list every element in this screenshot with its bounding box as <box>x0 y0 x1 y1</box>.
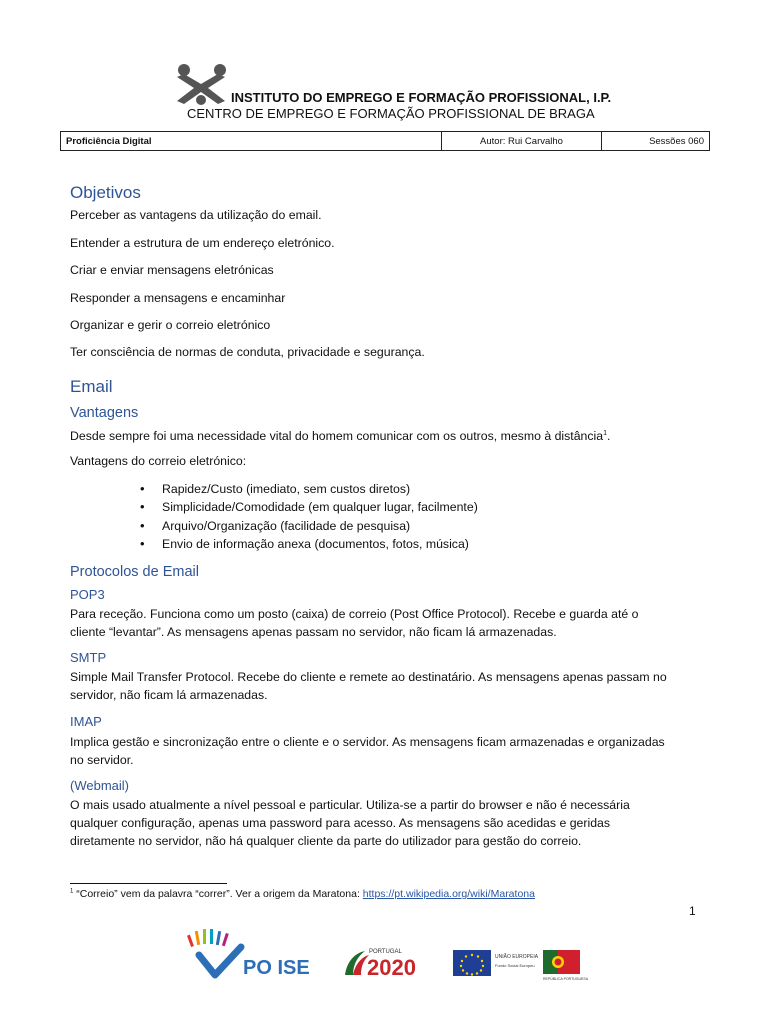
heading-protocolos: Protocolos de Email <box>70 564 199 580</box>
webmail-line2: qualquer configuração, apenas uma password para acesso. As mensagens são acedidas e geridas <box>70 816 611 830</box>
eu-flag <box>453 950 539 976</box>
poise-text: PO ISE <box>243 957 310 979</box>
footnote <box>70 888 535 900</box>
header-info-table <box>60 131 710 151</box>
webmail-line3: diretamente no servidor, não há qualquer cliente da parte do utilizador para gestão do correio. <box>70 834 582 848</box>
pop3-line2: cliente “levantar”. As mensagens apenas passam no servidor, não ficam lá armazenadas. <box>70 625 557 639</box>
footnote-link[interactable]: https://pt.wikipedia.org/wiki/Maratona <box>362 888 535 900</box>
footnote-mark: 1 <box>70 888 74 895</box>
objective-item: Responder a mensagens e encaminhar <box>70 291 286 305</box>
footnote-text: “Correio” vem da palavra “correr”. Ver a origem da Maratona: <box>73 888 363 900</box>
iefp-logo <box>172 60 230 106</box>
author: Autor: Rui Carvalho <box>442 132 602 150</box>
course-name: Proficiência Digital <box>61 132 442 150</box>
objective-item: Entender a estrutura de um endereço eletrónico. <box>70 236 335 250</box>
objective-item: Criar e enviar mensagens eletrónicas <box>70 263 274 277</box>
list-item: • Simplicidade/Comodidade (em qualquer lugar, facilmente) <box>140 498 700 516</box>
eu-label: UNIÃO EUROPEIA <box>495 954 539 960</box>
smtp-line1: Simple Mail Transfer Protocol. Recebe do cliente e remete ao destinatário. As mensagens apenas passam no <box>70 670 667 684</box>
imap-line2: no servidor. <box>70 753 134 767</box>
heading-vantagens: Vantagens <box>70 405 139 421</box>
vantagens-list <box>140 480 700 553</box>
heading-webmail: (Webmail) <box>70 778 129 793</box>
institute-title: INSTITUTO DO EMPREGO E FORMAÇÃO PROFISSIONAL, I.P. <box>231 90 612 105</box>
sessions: Sessões 060 <box>649 135 704 147</box>
eu-fund: Fundo Social Europeu <box>495 963 535 968</box>
poise-logo <box>187 929 310 979</box>
heading-pop3: POP3 <box>70 587 105 602</box>
heading-objetivos: Objetivos <box>70 183 141 202</box>
footnote-ref[interactable]: 1 <box>603 430 608 437</box>
objective-item: Ter consciência de normas de conduta, privacidade e segurança. <box>70 345 425 359</box>
list-item: • Rapidez/Custo (imediato, sem custos diretos) <box>140 480 700 498</box>
gov-label: REPÚBLICA PORTUGUESA <box>543 977 589 980</box>
year-text: 2020 <box>367 955 416 980</box>
vantagens-list-label: Vantagens do correio eletrónico: <box>70 454 247 468</box>
list-item: • Arquivo/Organização (facilidade de pesquisa) <box>140 517 700 535</box>
vantagens-intro-text: Desde sempre foi uma necessidade vital do homem comunicar com os outros, mesmo à distância <box>70 429 604 444</box>
objective-item: Perceber as vantagens da utilização do email. <box>70 208 322 222</box>
footnote-separator <box>70 883 227 884</box>
webmail-line1: O mais usado atualmente a nível pessoal e particular. Utiliza-se a partir do browser e não é necessária <box>70 798 630 812</box>
vantagens-intro <box>70 425 710 445</box>
heading-imap: IMAP <box>70 714 102 729</box>
portugal-text: PORTUGAL <box>369 949 402 955</box>
portugal-flag <box>543 950 589 980</box>
heading-smtp: SMTP <box>70 650 107 665</box>
pop3-line1: Para receção. Funciona como um posto (caixa) de correio (Post Office Protocol). Recebe e guarda até o <box>70 607 639 621</box>
smtp-line2: servidor, não ficam lá armazenadas. <box>70 688 268 702</box>
heading-email: Email <box>70 377 113 396</box>
center-subtitle: CENTRO DE EMPREGO E FORMAÇÃO PROFISSIONAL DE BRAGA <box>187 106 595 121</box>
list-item: • Envio de informação anexa (documentos, fotos, música) <box>140 535 700 553</box>
funding-logos <box>185 925 605 980</box>
vantagens-intro-end: . <box>607 429 611 444</box>
objective-item: Organizar e gerir o correio eletrónico <box>70 318 271 332</box>
page-number: 1 <box>689 904 696 918</box>
imap-line1: Implica gestão e sincronização entre o cliente e o servidor. As mensagens ficam armazenadas e organizadas <box>70 735 665 749</box>
portugal2020-logo <box>345 949 416 980</box>
